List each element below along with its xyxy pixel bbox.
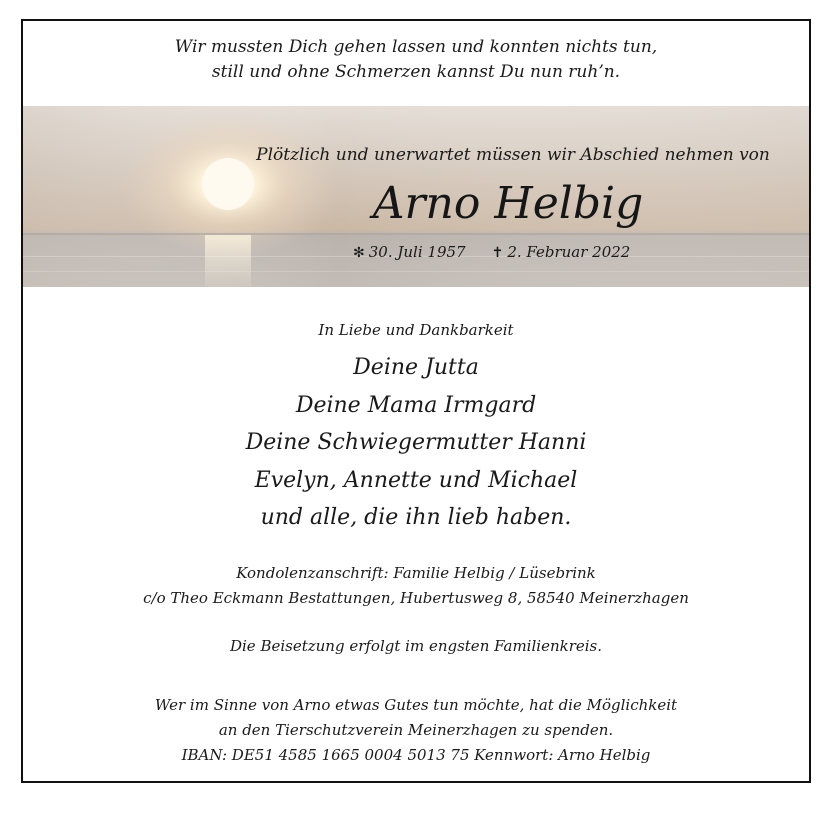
- condolence-line: Kondolenzanschrift: Familie Helbig / Lüsebrink: [236, 564, 596, 582]
- motto-line: still und ohne Schmerzen kannst Du nun ruh’n.: [211, 62, 621, 82]
- mourner-line: Deine Jutta: [353, 355, 479, 380]
- donation-note: [23, 693, 809, 768]
- death-date: 2. Februar 2022: [507, 243, 631, 261]
- donation-line: Wer im Sinne von Arno etwas Gutes tun möchte, hat die Möglichkeit: [154, 696, 678, 714]
- condolence-address: [23, 561, 809, 611]
- mourner-line: und alle, die ihn lieb haben.: [260, 505, 572, 530]
- sunset-banner: [23, 106, 809, 287]
- birth-star-icon: ✻: [353, 245, 365, 261]
- funeral-note: Die Beisetzung erfolgt im engsten Familienkreis.: [229, 637, 603, 655]
- donation-line: an den Tierschutzverein Meinerzhagen zu spenden.: [218, 721, 614, 739]
- farewell-intro: Plötzlich und unerwartet müssen wir Abschied nehmen von: [256, 145, 770, 165]
- birth-date: 30. Juli 1957: [368, 243, 466, 261]
- mourner-line: Deine Mama Irmgard: [295, 392, 537, 418]
- mourner-line: Deine Schwiegermutter Hanni: [245, 430, 587, 455]
- mourners-intro: In Liebe und Dankbarkeit: [318, 321, 514, 339]
- motto-line: Wir mussten Dich gehen lassen und konnten nichts tun,: [174, 37, 658, 57]
- obituary-card: [21, 19, 811, 783]
- death-cross-icon: ✝: [491, 245, 504, 261]
- deceased-name: Arno Helbig: [372, 178, 644, 229]
- motto-verse: [23, 35, 809, 85]
- life-dates: [353, 243, 673, 261]
- mourners-list: [23, 349, 809, 537]
- mourner-line: Evelyn, Annette und Michael: [254, 467, 578, 493]
- condolence-line: c/o Theo Eckmann Bestattungen, Hubertusweg 8, 58540 Meinerzhagen: [143, 589, 689, 607]
- donation-iban-line: IBAN: DE51 4585 1665 0004 5013 75 Kennwort: Arno Helbig: [181, 746, 651, 764]
